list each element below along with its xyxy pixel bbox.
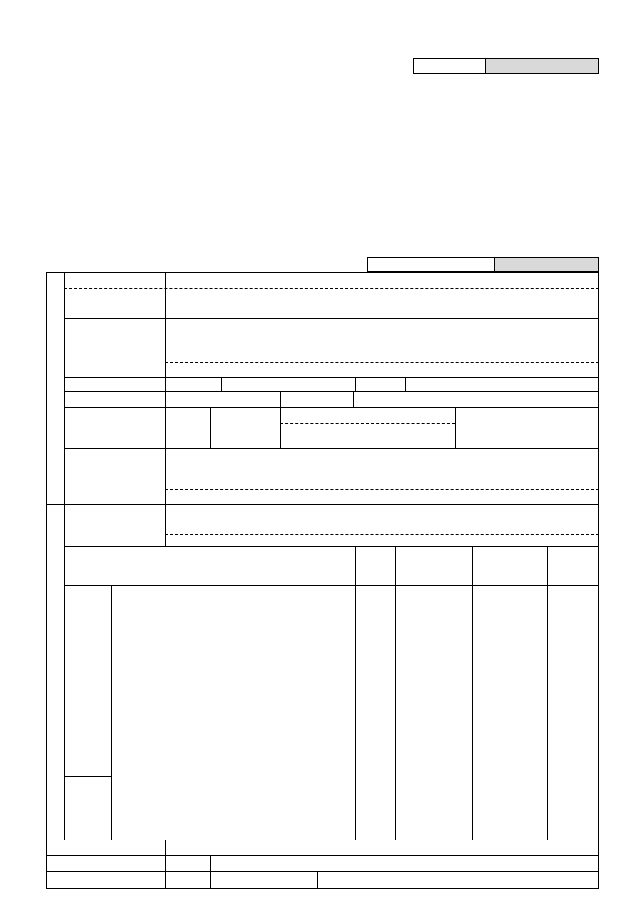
main-table [46, 272, 599, 889]
municipality-field[interactable] [495, 258, 598, 271]
receipt-field[interactable] [486, 59, 598, 73]
